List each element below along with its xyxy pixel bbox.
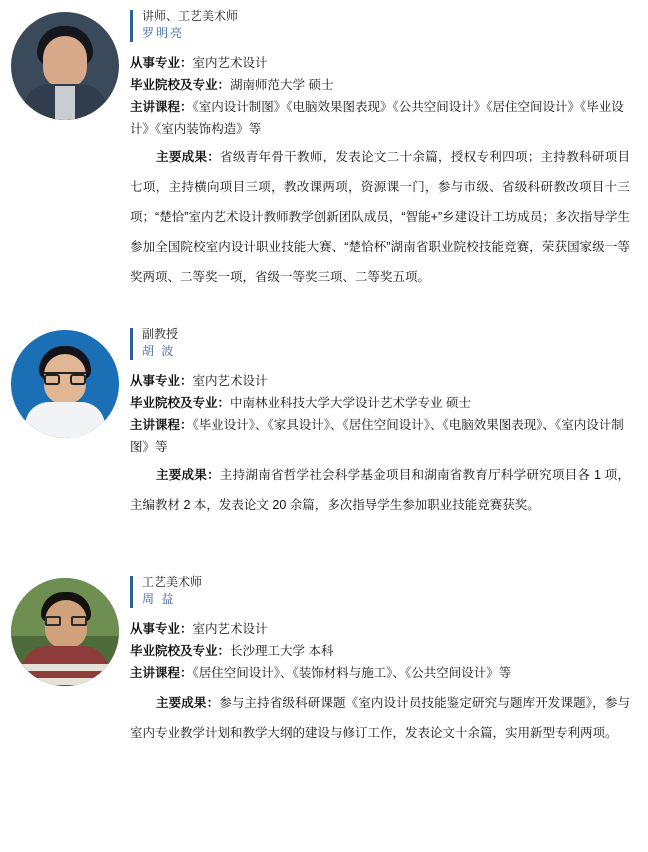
achievement-text: 主持湖南省哲学社会科学基金项目和湖南省教育厅科学研究项目各 1 项，主编教材 2 本，发表论文 20 余篇，多次指导学生参加职业技能竞赛获奖。 — [130, 468, 630, 512]
field-value: 室内艺术设计 — [192, 56, 268, 70]
profile-field — [130, 392, 630, 414]
field-label: 主讲课程： — [130, 418, 193, 432]
profile-name: 胡 波 — [142, 344, 176, 358]
portrait-photo — [11, 12, 119, 120]
profile-field — [130, 414, 630, 458]
profile-rank: 工艺美术师 — [142, 575, 203, 589]
field-value: 《毕业设计》、《家具设计》、《居住空间设计》、《电脑效果图表现》、《室内设计制图》等 — [130, 418, 624, 454]
field-value: 室内艺术设计 — [192, 622, 268, 636]
field-label: 毕业院校及专业： — [130, 396, 231, 410]
achievement-text: 参与主持省级科研课题《室内设计员技能鉴定研究与题库开发课题》，参与室内专业教学计划和教学大纲的建设与修订工作，发表论文十余篇，实用新型专利两项。 — [130, 696, 630, 740]
profile-photo-container — [0, 8, 130, 120]
profile-field — [130, 618, 630, 640]
profile-photo-container — [0, 574, 130, 686]
field-label: 从事专业： — [130, 374, 193, 388]
portrait-photo — [11, 330, 119, 438]
field-label: 主讲课程： — [130, 100, 193, 114]
profile-field — [130, 96, 630, 140]
profile-field — [130, 52, 630, 74]
profile-photo-container — [0, 326, 130, 438]
field-value: 《室内设计制图》《电脑效果图表现》《公共空间设计》《居住空间设计》《毕业设计》《室内装饰构造》等 — [130, 100, 624, 136]
field-value: 室内艺术设计 — [192, 374, 268, 388]
profile-card — [0, 326, 648, 520]
profile-field — [130, 370, 630, 392]
profile-achievement — [0, 142, 648, 292]
profile-achievement — [0, 688, 648, 748]
profile-text — [130, 326, 648, 520]
profile-heading — [130, 326, 630, 360]
profile-achievement — [130, 460, 630, 520]
field-label: 从事专业： — [130, 622, 193, 636]
profile-field — [130, 662, 630, 684]
field-label: 毕业院校及专业： — [130, 644, 231, 658]
profile-field — [130, 74, 630, 96]
profile-rank: 副教授 — [142, 327, 179, 341]
profile-heading — [130, 574, 630, 608]
profile-card — [0, 0, 648, 140]
profile-name: 周 益 — [142, 592, 176, 606]
profile-field — [130, 640, 630, 662]
field-value: 湖南师范大学 硕士 — [230, 78, 334, 92]
achievement-label: 主要成果： — [156, 150, 221, 164]
field-value: 《居住空间设计》、《装饰材料与施工》、《公共空间设计》等 — [192, 666, 512, 680]
profile-heading — [130, 8, 630, 42]
field-value: 中南林业科技大学大学设计艺术学专业 硕士 — [230, 396, 471, 410]
portrait-photo — [11, 578, 119, 686]
achievement-text: 省级青年骨干教师，发表论文二十余篇，授权专利四项；主持教科研项目七项，主持横向项目三项，教改课两项，资源课一门，参与市级、省级科研教改项目十三项；“楚恰”室内艺术设计教师教学创新团队成员，“智能+”乡建设计工坊成员；多次指导学生参加全国院校室内设计职业技能大赛、“楚恰杯”湖南省职业院校技能竞赛，荣获国家级一等奖两项、二等奖一项，省级一等奖三项、二等奖五项。 — [130, 150, 630, 284]
profile-card — [0, 574, 648, 686]
field-value: 长沙理工大学 本科 — [230, 644, 334, 658]
field-label: 从事专业： — [130, 56, 193, 70]
achievement-label: 主要成果： — [156, 468, 220, 482]
field-label: 主讲课程： — [130, 666, 193, 680]
profile-name: 罗明亮 — [142, 26, 185, 40]
profile-text — [130, 8, 648, 140]
profile-rank: 讲师、工艺美术师 — [142, 9, 239, 23]
field-label: 毕业院校及专业： — [130, 78, 231, 92]
profile-text — [130, 574, 648, 684]
achievement-label: 主要成果： — [156, 696, 220, 710]
